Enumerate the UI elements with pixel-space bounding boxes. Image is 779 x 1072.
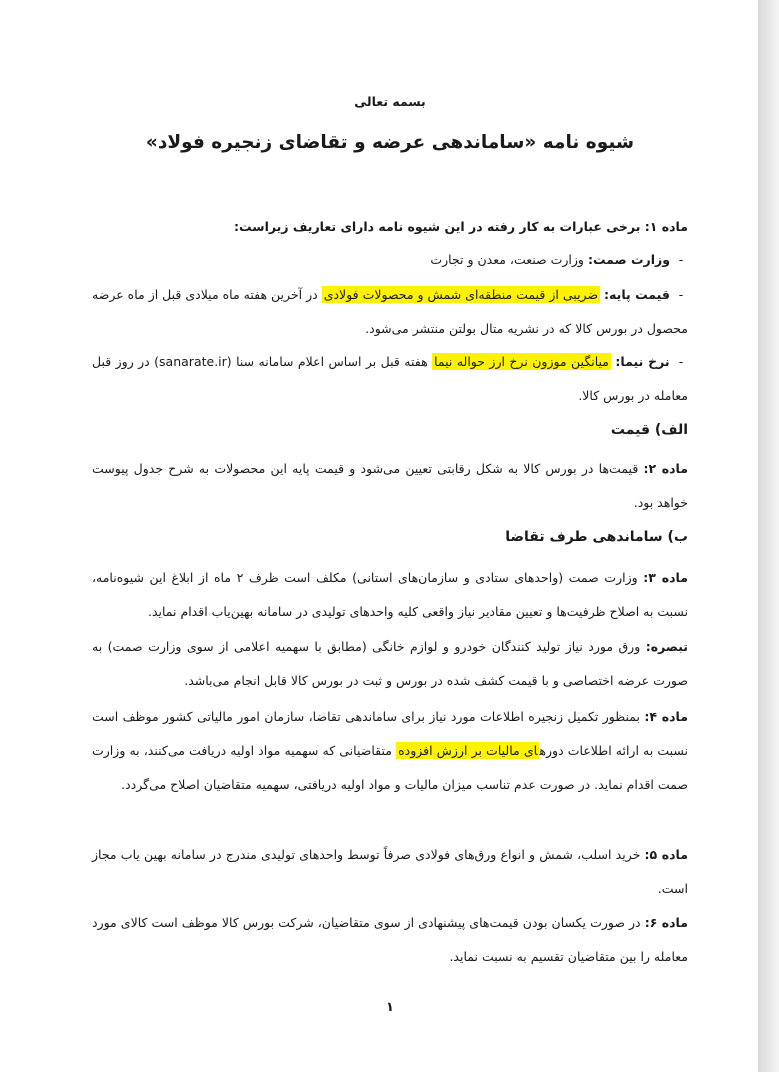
definition-term: نرخ نیما:	[615, 354, 670, 369]
article-4-text-cont: متقاضیانی که سهمیه مواد اولیه دریافت می‌کنند، به وزارت صمت اقدام نماید. در صورت عدم تناسب میزان مالیات و مواد اولیه دریافتی، سهمیه متقاضیان اصلاح می‌گردد.	[92, 743, 688, 792]
dash-bullet: -	[678, 252, 684, 267]
note-text: ورق مورد نیاز تولید کنندگان خودرو و لوازم خانگی (مطابق با سهمیه اعلامی از سوی وزارت صمت) به صورت عرضه اختصاصی و با قیمت کشف شده در بورس و ثبت در بورس کالا قابل انجام می‌باشد.	[92, 639, 688, 688]
article-3-label: ماده ۳:	[643, 570, 688, 585]
article-5-text: خرید اسلب، شمش و انواع ورق‌های فولادی صرفاً توسط واحدهای تولیدی مندرج در سامانه بهین یاب مجاز است.	[92, 847, 688, 896]
article-4-label: ماده ۴:	[644, 709, 688, 724]
article-2	[92, 452, 688, 520]
definition-term: قیمت پایه:	[604, 287, 670, 302]
definition-text: وزارت صنعت، معدن و تجارت	[430, 252, 584, 267]
article-4-text: بمنظور تکمیل زنجیره اطلاعات مورد نیاز برای ساماندهی تقاضا، سازمان امور مالیاتی کشور موظف است نسبت به ارائه اطلاعات دوره	[92, 709, 688, 758]
definition-text: هفته قبل بر اساس اعلام سامانه سنا (sanarate.ir) در روز قبل معامله در بورس کالا.	[92, 354, 688, 403]
definition-nima	[92, 345, 688, 413]
note-label: تبصره:	[645, 639, 688, 654]
article-1-label: ماده ۱:	[644, 219, 688, 234]
article-6-text: در صورت یکسان بودن قیمت‌های پیشنهادی از سوی متقاضیان، شرکت بورس کالا موظف است کالای مورد معامله را بین متقاضیان تقسیم به نسبت نماید.	[92, 915, 688, 964]
definition-samt	[92, 243, 688, 276]
article-2-text: قیمت‌ها در بورس کالا به شکل رقابتی تعیین می‌شود و قیمت پایه این محصولات به شرح جدول پیوست خواهد بود.	[92, 461, 688, 510]
note	[92, 630, 688, 698]
article-6	[92, 906, 688, 974]
article-2-label: ماده ۲:	[643, 461, 688, 476]
article-1	[92, 210, 688, 243]
document-title: شیوه نامه «ساماندهی عرضه و تقاضای زنجیره فولاد»	[145, 132, 635, 153]
article-3	[92, 561, 688, 629]
highlighted-text: میانگین موزون نرخ ارز حواله نیما	[434, 354, 609, 369]
highlighted-text: ضریبی از قیمت منطقه‌ای شمش و محصولات فولادی	[323, 287, 599, 302]
article-1-text: برخی عبارات به کار رفته در این شیوه نامه دارای تعاریف زیراست:	[234, 219, 641, 234]
page-number: ۱	[386, 1000, 394, 1015]
page-edge-shadow	[758, 0, 779, 1072]
section-b-heading: ب) ساماندهی طرف تقاضا	[505, 529, 688, 545]
dash-bullet: -	[678, 287, 684, 302]
section-a-heading: الف) قیمت	[610, 422, 688, 438]
dash-bullet: -	[678, 354, 684, 369]
article-5	[92, 838, 688, 906]
article-6-label: ماده ۶:	[644, 915, 688, 930]
basmala-heading: بسمه تعالی	[354, 94, 426, 109]
definition-text: در آخرین هفته ماه میلادی قبل از ماه عرضه محصول در بورس کالا که در نشریه متال بولتن منتشر می‌شود.	[92, 287, 688, 336]
article-4	[92, 700, 688, 802]
highlighted-text: ای مالیات بر ارزش افزوده	[398, 743, 538, 758]
article-3-text: وزارت صمت (واحدهای ستادی و سازمان‌های استانی) مکلف است ظرف ۲ ماه از ابلاغ این شیوه‌نامه، نسبت به اصلاح ظرفیت‌ها و تعیین مقادیر نیاز واقعی کلیه واحدهای تولیدی در سامانه بهین‌یاب اقدام نماید.	[92, 570, 688, 619]
definition-base-price	[92, 278, 688, 346]
article-5-label: ماده ۵:	[644, 847, 688, 862]
definition-term: وزارت صمت:	[587, 252, 671, 267]
